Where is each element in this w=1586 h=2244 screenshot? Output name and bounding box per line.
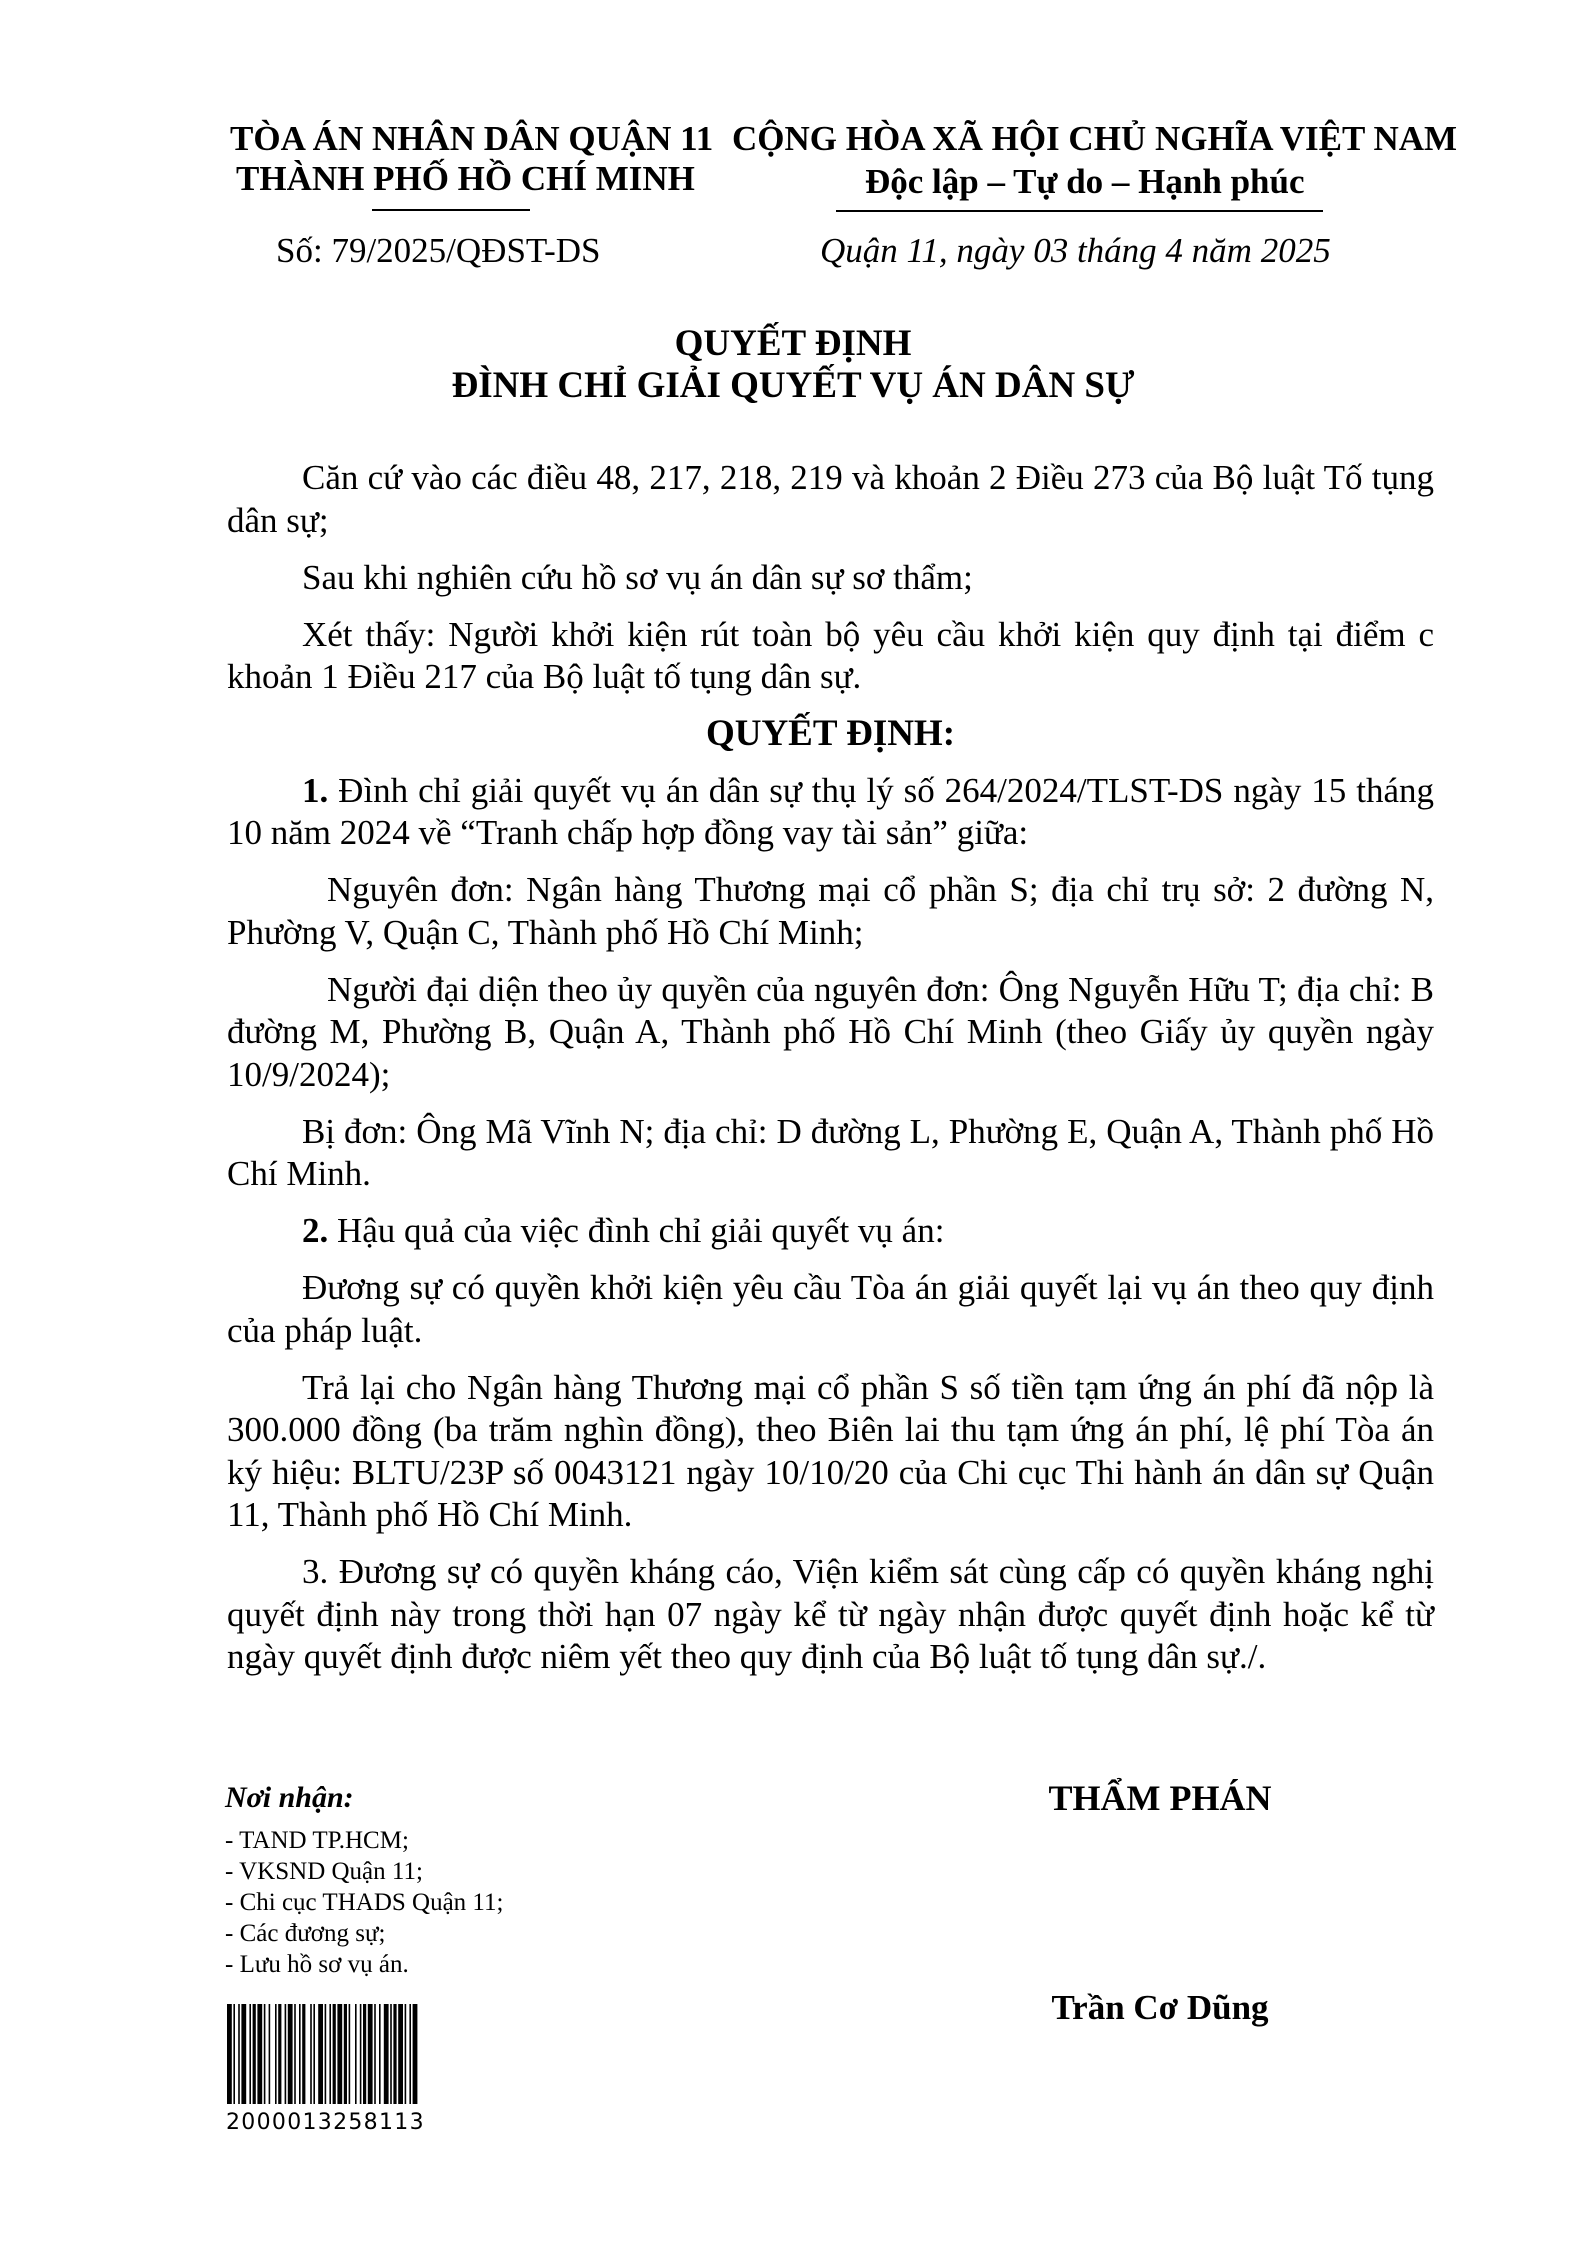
barcode-bar (393, 2004, 396, 2104)
barcode-image (227, 2004, 483, 2104)
barcode-bar (325, 2004, 327, 2104)
barcode-bar (318, 2004, 323, 2104)
document-number: Số: 79/2025/QĐST-DS (276, 231, 601, 270)
barcode-bar (368, 2004, 373, 2104)
barcode-bar (409, 2004, 411, 2104)
barcode-bar (249, 2004, 251, 2104)
decision-item-3: 3. Đương sự có quyền kháng cáo, Viện kiểm sát cùng cấp có quyền kháng nghị quyết định này trong thời hạn 07 ngày kể từ ngày nhận được quyết định hoặc kể từ ngày quyết định được niêm yết theo quy định của Bộ luật tố tụng dân sự./. (227, 1552, 1434, 1676)
item-1-number: 1. (302, 770, 329, 810)
barcode-bar (241, 2004, 246, 2104)
barcode-bar (360, 2004, 362, 2104)
barcode-bar (294, 2004, 296, 2104)
basis-paragraph: Căn cứ vào các điều 48, 217, 218, 219 và khoản 2 Điều 273 của Bộ luật Tố tụng dân sự; (227, 458, 1434, 540)
item-2-consequence-paragraph: Đương sự có quyền khởi kiện yêu cầu Tòa án giải quyết lại vụ án theo quy định của pháp luật. (227, 1268, 1434, 1350)
barcode-bar (329, 2004, 331, 2104)
court-name-line2: THÀNH PHỐ HỒ CHÍ MINH (236, 159, 695, 198)
item-1-text: Đình chỉ giải quyết vụ án dân sự thụ lý số 264/2024/TLST-DS ngày 15 tháng 10 năm 2024 về “Tranh chấp hợp đồng vay tài sản” giữa: (227, 770, 1434, 852)
decision-item-2 (227, 1210, 1434, 1253)
representative-paragraph: Người đại diện theo ủy quyền của nguyên đơn: Ông Nguyễn Hữu T; địa chỉ: B đường M, Phường B, Quận A, Thành phố Hồ Chí Minh (theo Giấy ủy quyền ngày 10/9/2024); (227, 969, 1434, 1094)
item-2-refund-paragraph: Trả lại cho Ngân hàng Thương mại cổ phần S số tiền tạm ứng án phí đã nộp là 300.000 đồng (ba trăm nghìn đồng), theo Biên lai thu tạm ứng án phí, lệ phí Tòa án ký hiệu: BLTU/23P số 0043121 ngày 10/10/20 của Chi cục Thi hành án dân sự Quận 11, Thành phố Hồ Chí Minh. (227, 1367, 1434, 1534)
barcode-bar (374, 2004, 376, 2104)
item-2-text: Hậu quả của việc đình chỉ giải quyết vụ án: (328, 1211, 945, 1250)
document-title: QUYẾT ĐỊNH (674, 323, 912, 364)
court-name-line1: TÒA ÁN NHÂN DÂN QUẬN 11 (230, 119, 714, 158)
barcode-bar (238, 2004, 240, 2104)
barcode-bar (398, 2004, 403, 2104)
barcode-bar (384, 2004, 389, 2104)
recipient-item: - VKSND Quận 11; (225, 1858, 423, 1885)
recipient-item: - Chi cục THADS Quận 11; (225, 1889, 504, 1916)
recipient-item: - Lưu hồ sơ vụ án. (225, 1951, 409, 1978)
decision-heading: QUYẾT ĐỊNH: (705, 713, 956, 754)
barcode-bar (288, 2004, 293, 2104)
barcode-bar (344, 2004, 347, 2104)
barcode-bar (363, 2004, 366, 2104)
barcode-bar (302, 2004, 305, 2104)
nation-name: CỘNG HÒA XÃ HỘI CHỦ NGHĨA VIỆT NAM (732, 119, 1458, 158)
document-subtitle: ĐÌNH CHỈ GIẢI QUYẾT VỤ ÁN DÂN SỰ (451, 365, 1135, 406)
study-paragraph: Sau khi nghiên cứu hồ sơ vụ án dân sự sơ thẩm; (302, 557, 973, 597)
barcode-bar (299, 2004, 301, 2104)
barcode-bar (337, 2004, 342, 2104)
barcode-bar (257, 2004, 262, 2104)
signer-name: Trần Cơ Dũng (1051, 1988, 1269, 2027)
signer-title: THẨM PHÁN (1048, 1778, 1272, 1818)
nation-motto: Độc lập – Tự do – Hạnh phúc (865, 162, 1305, 201)
barcode-bar (264, 2004, 266, 2104)
motto-underline (836, 210, 1323, 212)
barcode-bar (269, 2004, 271, 2104)
barcode-bar (313, 2004, 315, 2104)
item-2-number: 2. (302, 1211, 329, 1250)
barcode-bar (355, 2004, 357, 2104)
consideration-paragraph: Xét thấy: Người khởi kiện rút toàn bộ yêu cầu khởi kiện quy định tại điểm c khoản 1 Điều 217 của Bộ luật tố tụng dân sự. (227, 614, 1434, 696)
barcode-bar (278, 2004, 281, 2104)
barcode-bar (413, 2004, 418, 2104)
court-name-underline (372, 209, 530, 211)
recipient-item: - Các đương sự; (225, 1920, 386, 1947)
barcode-number: 2000013258113 (226, 2110, 425, 2135)
barcode-bar (227, 2004, 232, 2104)
barcode-bar (379, 2004, 381, 2104)
recipients-label: Nơi nhận: (225, 1781, 354, 1814)
barcode-bar (310, 2004, 312, 2104)
decision-item-1 (227, 770, 1434, 855)
document-body (227, 457, 1434, 1693)
plaintiff-paragraph: Nguyên đơn: Ngân hàng Thương mại cổ phần S; địa chỉ trụ sở: 2 đường N, Phường V, Quận C, Thành phố Hồ Chí Minh; (227, 870, 1434, 952)
barcode-bar (275, 2004, 277, 2104)
place-and-date: Quận 11, ngày 03 tháng 4 năm 2025 (820, 231, 1331, 270)
defendant-paragraph: Bị đơn: Ông Mã Vĩnh N; địa chỉ: D đường L, Phường E, Quận A, Thành phố Hồ Chí Minh. (227, 1111, 1434, 1193)
barcode-bar (233, 2004, 235, 2104)
recipients-block (225, 1782, 503, 1980)
barcode-bar (285, 2004, 287, 2104)
barcode-bar (390, 2004, 392, 2104)
barcode-bar (349, 2004, 351, 2104)
barcode-bar (405, 2004, 407, 2104)
barcode-bar (253, 2004, 256, 2104)
recipient-item: - TAND TP.HCM; (225, 1827, 409, 1854)
barcode-bar (333, 2004, 336, 2104)
